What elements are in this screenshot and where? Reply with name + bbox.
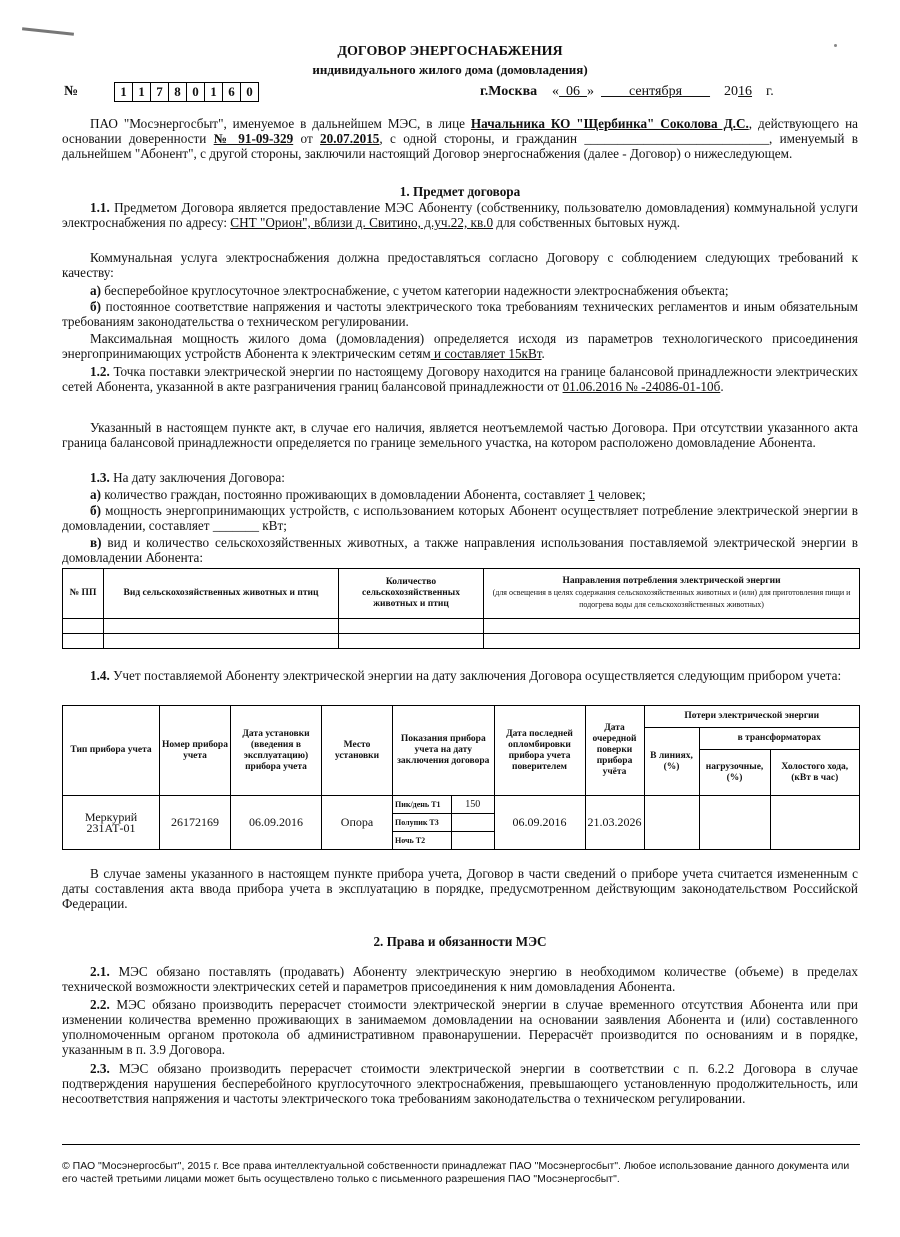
install-date: 06.09.2016	[231, 796, 322, 850]
meter-type: Меркурий 231АТ-01	[63, 796, 160, 850]
meter-number: 26172169	[160, 796, 231, 850]
power-text: .	[541, 346, 545, 361]
install-place: Опора	[322, 796, 393, 850]
clause-text: МЭС обязано производить перерасчет стоимости электрической энергии в соответствии с п. 6.2.2 Договора в случае подтверждения нарушения бесперебойного круглосуточного электроснабжения, превышающего установленную продолжительность, или несоответствия напряжения и частоты электрического тока требованиям законодательства о техническом регулировании.	[62, 1061, 858, 1106]
item-label: б)	[90, 299, 101, 314]
year-unit: г.	[766, 84, 774, 99]
col-header-verify-date: Дата очередной поверки прибора учёта	[585, 706, 644, 796]
clause-number: 2.1.	[90, 964, 110, 979]
col-header-lines: В линиях, (%)	[644, 728, 699, 796]
power-text: Максимальная мощность жилого дома (домовладения) определяется исходя из параметров технологического присоединения энергопринимающих устройств Абонента к электрическим сетям	[62, 331, 858, 361]
col-header-idle: Холостого хода, (кВт в час)	[770, 750, 859, 796]
supply-address: СНТ "Орион", вблизи д. Свитино, д.уч.22, кв.0	[230, 215, 494, 230]
col-header-transformers: в трансформаторах	[699, 728, 859, 750]
clause-text: Учет поставляемой Абоненту электрической энергии на дату заключения Договора осуществляется следующим прибором учета:	[109, 668, 842, 683]
intro-text: ,	[748, 116, 753, 131]
col-header-direction	[484, 569, 860, 619]
reading-value-t3	[452, 814, 495, 832]
direction-title: Направления потребления электрической энергии	[562, 576, 781, 586]
number-digit: 0	[246, 84, 253, 99]
number-digit: 8	[169, 83, 187, 101]
number-digit: 7	[151, 83, 169, 101]
clause-text: МЭС обязано производить перерасчет стоимости электрической энергии в случае временного отсутствия Абонента или при изменении количества временно проживающих в занимаемом домовладении на основании заявления Абонента и (или) составленного уполномоченным органом протокола об административном правонарушении. Перерасчёт производится по основаниям и в порядке, указанным в п. 3.9 Договора.	[62, 997, 858, 1057]
table-row	[63, 796, 860, 814]
city: г.Москва	[480, 84, 538, 99]
meter-table	[62, 705, 860, 850]
table-cell	[339, 634, 484, 649]
item-label: а)	[90, 487, 101, 502]
intro-text: действующего на основании доверенности	[62, 116, 858, 146]
clause-1-3	[62, 470, 858, 485]
table-cell	[339, 619, 484, 634]
clause-2-3	[62, 1061, 858, 1106]
reading-label-t2: Ночь Т2	[393, 832, 452, 850]
clause-1-2	[62, 364, 858, 394]
clause-text: МЭС обязано поставлять (продавать) Абоненту электрическую энергию в необходимом количестве (объеме) в пределах технической возможности электрических сетей и параметров присоединения к ним домовладения Абонента.	[62, 964, 858, 994]
reading-label-t1: Пик/день Т1	[393, 796, 452, 814]
clause-1-3-a	[62, 487, 858, 502]
intro-paragraph	[62, 116, 858, 161]
date-month: сентября	[629, 84, 683, 99]
col-header-animal-count: Количество сельскохозяйственных животных и птиц	[339, 569, 484, 619]
number-digit: 0	[187, 83, 205, 101]
number-digit: 1	[115, 83, 133, 101]
table-row	[63, 634, 860, 649]
number-digit: 1	[133, 83, 151, 101]
item-text: постоянное соответствие напряжения и частоты электрического тока требованиям технических регламентов и иным обязательным требованиям законодательства о техническом регулировании.	[62, 299, 858, 329]
scan-mark	[22, 27, 74, 35]
contract-number-boxes	[114, 82, 259, 102]
losses-load	[699, 796, 770, 850]
table-cell	[63, 634, 104, 649]
proxy-number: № 91-09-329	[213, 131, 294, 146]
clause-text: На дату заключения Договора:	[109, 470, 285, 485]
clause-2-1	[62, 964, 858, 994]
table-cell	[484, 634, 860, 649]
quality-paragraph: Коммунальная услуга электроснабжения должна предоставляться согласно Договору с соблюдением следующих требований к качеству:	[62, 250, 858, 280]
item-label: в)	[90, 535, 102, 550]
clause-1-3-b	[62, 503, 858, 533]
date-year-prefix: 20	[724, 84, 739, 99]
quality-b	[62, 299, 858, 329]
footer-divider	[62, 1144, 860, 1145]
clause-1-4	[62, 668, 858, 683]
document-title: ДОГОВОР ЭНЕРГОСНАБЖЕНИЯ	[337, 44, 563, 59]
contract-number-row	[62, 82, 842, 104]
max-power-paragraph	[62, 331, 858, 361]
item-text: количество граждан, постоянно проживающих в домовладении Абонента, составляет	[101, 487, 589, 502]
copyright-footer: © ПАО "Мосэнергосбыт", 2015 г. Все права интеллектуальной собственности принадлежат ПАО "Мосэнергосбыт". Любое использование данного документа или его частей третьими лицами может быть осуществлено только с письменного разрешения ПАО "Мосэнергосбыт".	[62, 1160, 850, 1185]
direction-subtitle: (для освещения в целях содержания сельскохозяйственных животных и (или) для приготовления пищи и подогрева воды для сельскохозяйственных животных)	[492, 588, 851, 609]
clause-text: Предметом Договора является предоставление МЭС Абоненту (собственнику, пользователю домовладения) коммунальной услуги электроснабжения по адресу:	[62, 200, 858, 230]
table-cell	[63, 619, 104, 634]
number-digit: 1	[205, 83, 223, 101]
intro-text: от	[293, 131, 321, 146]
item-text: вид и количество сельскохозяйственных животных, а также направления использования поставляемой электрической энергии в домовладении Абонента:	[62, 535, 858, 565]
clause-text: Точка поставки электрической энергии по настоящему Договору находится на границе балансовой принадлежности электрических сетей Абонента, указанной в акте разграничения границ балансовой принадлежности от	[62, 364, 858, 394]
losses-idle	[770, 796, 859, 850]
losses-lines	[644, 796, 699, 850]
section2-heading: 2. Права и обязанности МЭС	[373, 934, 547, 949]
item-text: мощность энергопринимающих устройств, с использованием которых Абонент осуществляет потребление электрической энергии в домовладении, составляет _______ кВт;	[62, 503, 858, 533]
clause-text: для собственных бытовых нужд.	[493, 215, 680, 230]
clause-1-3-v	[62, 535, 858, 565]
residents-count: 1	[588, 487, 595, 502]
intro-text: ПАО "Мосэнергосбыт", именуемое в дальнейшем МЭС, в лице	[90, 116, 471, 131]
date-year-suffix: 16	[738, 84, 753, 99]
contract-date: « 06 » сентября 2016 г.	[552, 84, 774, 99]
col-header-losses: Потери электрической энергии	[644, 706, 859, 728]
intro-text: , с одной стороны, и гражданин ____________________________, именуемый в дальнейшем "Абонент", с другой стороны, заключили настоящий Договор энергоснабжения (далее - Договор) о нижеследующем.	[62, 131, 858, 161]
col-header-readings: Показания прибора учета на дату заключения договора	[393, 706, 495, 796]
clause-number: 1.3.	[90, 470, 110, 485]
reading-value-t2	[452, 832, 495, 850]
clause-number: 1.2.	[90, 364, 110, 379]
col-header-install-date: Дата установки (введения в эксплуатацию) прибора учета	[231, 706, 322, 796]
act-reference: 01.06.2016 № -24086-01-10б	[562, 379, 721, 394]
col-header-place: Место установки	[322, 706, 393, 796]
document-subtitle: индивидуального жилого дома (домовладения)	[312, 62, 588, 77]
max-power-value: и составляет 15кВт	[430, 346, 542, 361]
col-header-animal-type: Вид сельскохозяйственных животных и птиц	[104, 569, 339, 619]
clause-2-2	[62, 997, 858, 1057]
reading-label-t3: Полупик Т3	[393, 814, 452, 832]
reading-value-t1: 150	[452, 796, 495, 814]
table-cell	[104, 619, 339, 634]
table-row	[63, 619, 860, 634]
clause-number: 2.2.	[90, 997, 110, 1012]
clause-1-1	[62, 200, 858, 230]
section1-heading: 1. Предмет договора	[399, 184, 521, 199]
livestock-table	[62, 568, 860, 649]
act-paragraph: Указанный в настоящем пункте акт, в случае его наличия, является неотъемлемой частью Договора. При отсутствии указанного акта граница балансовой принадлежности определяется по границе земельного участка, на котором расположено домовладение Абонента.	[62, 420, 858, 450]
col-header-num: № ПП	[63, 569, 104, 619]
verify-date: 21.03.2026	[585, 796, 644, 850]
col-header-meter-number: Номер прибора учета	[160, 706, 231, 796]
representative: Начальника КО "Щербинка" Соколова Д.С.	[470, 116, 749, 131]
quality-a	[62, 283, 858, 298]
proxy-date: 20.07.2015	[320, 131, 380, 146]
date-day: 06	[566, 84, 580, 99]
clause-number: 1.4.	[90, 668, 110, 683]
item-text: бесперебойное круглосуточное электроснабжение, с учетом категории надежности электроснабжения объекта;	[101, 283, 729, 298]
col-header-seal-date: Дата последней опломбировки прибора учета поверителем	[494, 706, 585, 796]
number-digit: 6	[223, 83, 241, 101]
table-cell	[104, 634, 339, 649]
clause-text: .	[720, 379, 724, 394]
replacement-paragraph: В случае замены указанного в настоящем пункте прибора учета, Договор в части сведений о приборе учета считается измененным с даты составления акта ввода прибора учета в эксплуатацию в порядке, предусмотренном действующим законодательством Российской Федерации.	[62, 866, 858, 911]
item-text: человек;	[594, 487, 646, 502]
number-label: №	[64, 84, 79, 99]
table-cell	[484, 619, 860, 634]
col-header-meter-type: Тип прибора учета	[63, 706, 160, 796]
col-header-load: нагрузочные, (%)	[699, 750, 770, 796]
seal-date: 06.09.2016	[494, 796, 585, 850]
item-label: а)	[90, 283, 101, 298]
clause-number: 1.1.	[90, 200, 110, 215]
item-label: б)	[90, 503, 101, 518]
clause-number: 2.3.	[90, 1061, 110, 1076]
